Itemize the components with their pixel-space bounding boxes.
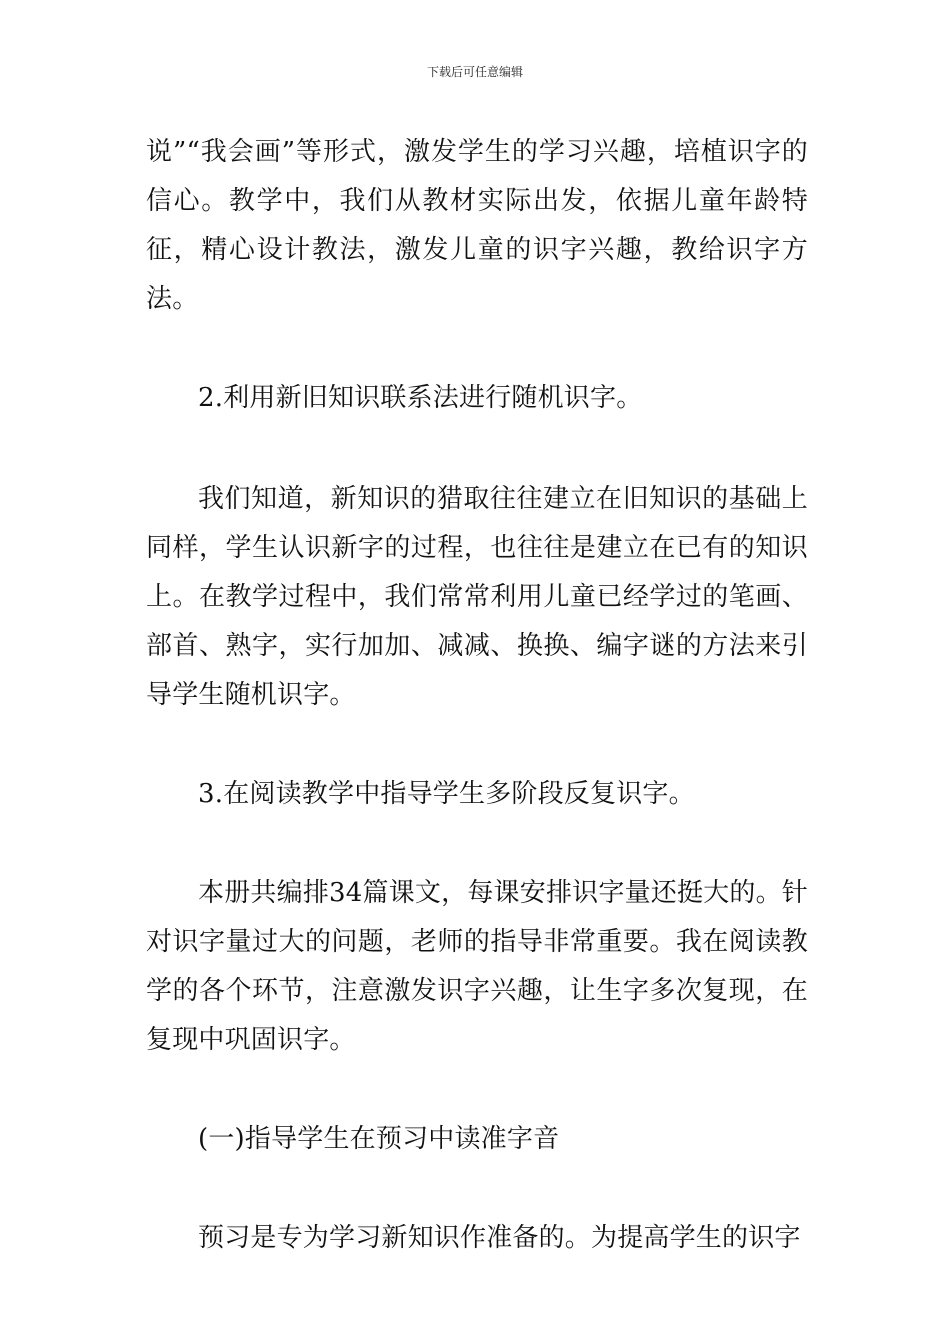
paragraph-continuation: 说”“我会画”等形式，激发学生的学习兴趣，培植识字的信心。教学中，我们从教材实际出发，依据儿童年龄特征，精心设计教法，激发儿童的识字兴趣，教给识字方法。 [146,137,808,314]
section-heading-3: 3.在阅读教学中指导学生多阶段反复识字。 [198,779,695,809]
paragraph-preview: 预习是专为学习新知识作准备的。为提高学生的识字 [198,1223,801,1253]
subsection-heading-1: (一)指导学生在预习中读准字音 [198,1124,560,1154]
paragraph-reading-instruction: 本册共编排34篇课文，每课安排识字量还挺大的。针对识字量过大的问题，老师的指导非常重要。我在阅读教学的各个环节，注意激发识字兴趣，让生字多次复现，在复现中巩固识字。 [146,878,808,1055]
section-heading-2: 2.利用新旧知识联系法进行随机识字。 [198,383,643,413]
page-header: 下载后可任意编辑 [426,65,523,79]
paragraph-new-old-knowledge: 我们知道，新知识的猎取往往建立在旧知识的基础上同样，学生认识新字的过程，也往往是建立在已有的知识上。在教学过程中，我们常常利用儿童已经学过的笔画、部首、熟字，实行加加、减减、换换、编字谜的方法来引导学生随机识字。 [146,484,808,710]
document-body [146,128,808,1263]
